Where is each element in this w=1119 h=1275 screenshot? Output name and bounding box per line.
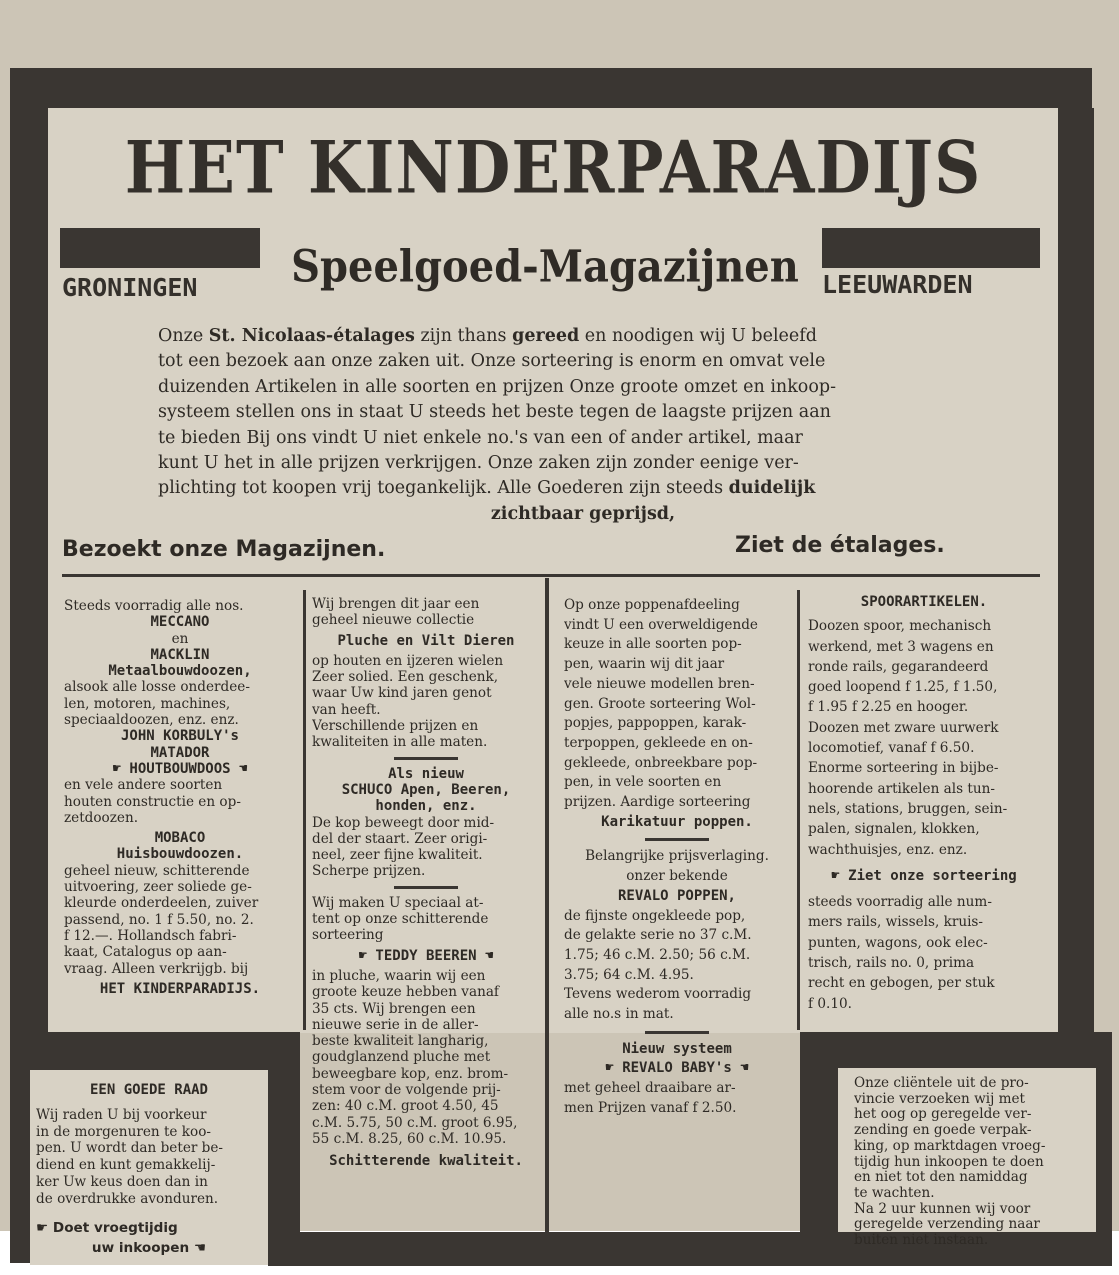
- col-line: tent op onze schitterende: [312, 911, 489, 928]
- col-line: tijdig hun inkoopen te doen: [854, 1154, 1044, 1170]
- ad-subtitle: Speelgoed-Magazijnen: [291, 240, 799, 293]
- col-line: werkend, met 3 wagens en: [808, 638, 994, 655]
- col-line: nels, stations, bruggen, sein-: [808, 800, 1008, 817]
- col-line: len, motoren, machines,: [64, 695, 231, 712]
- ad-frame-left: [10, 68, 48, 1078]
- provincial-clients-box: [854, 1076, 1090, 1249]
- col-line: zetdoozen.: [64, 809, 139, 826]
- col-line: vraag. Alleen verkrijgb. bij: [64, 960, 249, 977]
- column-plush-animals: [312, 596, 540, 1170]
- col-line: goed loopend f 1.25, f 1.50,: [808, 679, 998, 696]
- col-line: kwaliteiten in alle maten.: [312, 734, 488, 751]
- bottom-right-divider: [800, 1068, 838, 1232]
- col-heading: ☛ Ziet onze sorteering: [831, 867, 1017, 884]
- col-line: beweegbare kop, enz. brom-: [312, 1065, 509, 1082]
- bottom-left-divider: [268, 1070, 300, 1266]
- intro-line: systeem stellen ons in staat U steeds het beste tegen de laagste prijzen aan: [158, 402, 831, 423]
- col-line: geregelde verzending naar: [854, 1217, 1040, 1233]
- col-line: houten constructie en op-: [64, 793, 241, 810]
- col-line: de fijnste ongekleede pop,: [564, 907, 746, 924]
- col-line: neel, zeer fijne kwaliteit.: [312, 847, 483, 864]
- col-line: gekleede, onbreekbare pop-: [564, 754, 758, 771]
- col-line: alsook alle losse onderdee-: [64, 679, 250, 696]
- col-heading: Pluche en Vilt Dieren: [337, 632, 515, 649]
- divider: [394, 886, 458, 889]
- col-line: en niet tot den namiddag: [854, 1170, 1028, 1186]
- col-line: Wij raden U bij voorkeur: [36, 1106, 207, 1123]
- intro-line: tot een bezoek aan onze zaken uit. Onze sorteering is enorm en omvat vele: [158, 351, 826, 372]
- col-line: mers rails, wissels, kruis-: [808, 914, 983, 931]
- slogan-visit: Bezoekt onze Magazijnen.: [62, 537, 386, 562]
- col-line: Op onze poppenafdeeling: [564, 597, 740, 613]
- col-line: uitvoering, zeer soliede ge-: [64, 879, 252, 896]
- col-line: popjes, pappoppen, karak-: [564, 715, 747, 732]
- col-heading: SPOORARTIKELEN.: [860, 594, 988, 610]
- col-heading: EEN GOEDE RAAD: [89, 1082, 208, 1098]
- col-line: nieuwe serie in de aller-: [312, 1016, 479, 1033]
- col-line: Doozen spoor, mechanisch: [808, 618, 992, 635]
- header-bar-right: [822, 228, 1040, 268]
- intro-line: Onze St. Nicolaas-étalages zijn thans gereed en noodigen wij U beleefd: [158, 326, 817, 346]
- ad-frame-top: [10, 68, 1092, 108]
- col-line: punten, wagons, ook elec-: [808, 934, 988, 951]
- col-line: Zeer solied. Een geschenk,: [312, 669, 499, 686]
- col-line: geheel nieuw, schitterende: [64, 862, 250, 879]
- col-heading: uw inkoopen ☚: [91, 1240, 207, 1257]
- ad-frame-right: [1058, 108, 1094, 1038]
- col-line: Steeds voorradig alle nos.: [64, 598, 244, 614]
- col-line: f 0.10.: [808, 995, 852, 1012]
- column-construction-toys: [64, 598, 296, 997]
- col-line: pen, waarin wij dit jaar: [564, 656, 725, 673]
- column-rule: [797, 590, 800, 1030]
- col-heading: ☛ Doet vroegtijdig: [36, 1219, 178, 1236]
- col-line: vindt U een overweldigende: [564, 616, 758, 633]
- col-heading: MOBACO: [154, 830, 206, 847]
- col-line: palen, signalen, klokken,: [808, 821, 980, 838]
- col-line: Belangrijke prijsverlaging.: [585, 848, 769, 865]
- col-heading: Als nieuw: [388, 765, 464, 782]
- col-line: Tevens wederom voorradig: [564, 986, 752, 1003]
- col-line: Doozen met zware uurwerk: [808, 719, 999, 736]
- col-line: sorteering: [312, 927, 384, 944]
- divider: [394, 757, 458, 760]
- col-line: 3.75; 64 c.M. 4.95.: [564, 966, 694, 983]
- col-line: zending en goede verpak-: [854, 1123, 1032, 1139]
- intro-text: [158, 324, 948, 527]
- intro-line: plichting tot koopen vrij toegankelijk. Alle Goederen zijn steeds duidelijk: [158, 478, 816, 499]
- intro-line: duizenden Artikelen in alle soorten en prijzen Onze groote omzet en inkoop-: [158, 376, 836, 397]
- col-heading: HET KINDERPARADIJS.: [99, 980, 261, 997]
- col-line: goudglanzend pluche met: [312, 1049, 491, 1066]
- col-line: geheel nieuwe collectie: [312, 612, 475, 629]
- col-heading: ☛ REVALO BABY's ☚: [605, 1060, 749, 1077]
- col-line: terpoppen, gekleede en on-: [564, 734, 753, 751]
- col-line: Onze cliëntele uit de pro-: [854, 1076, 1029, 1091]
- col-line: 55 c.M. 8.25, 60 c.M. 10.95.: [312, 1130, 507, 1147]
- col-line: vincie verzoeken wij met: [854, 1091, 1025, 1107]
- col-heading: Huisbouwdoozen.: [116, 846, 244, 863]
- col-line: kaat, Catalogus op aan-: [64, 944, 227, 961]
- col-line: in pluche, waarin wij een: [312, 967, 486, 984]
- section-rule: [62, 574, 1040, 577]
- intro-line: kunt U het in alle prijzen verkrijgen. Onze zaken zijn zonder eenige ver-: [158, 453, 799, 474]
- col-line: trisch, rails no. 0, prima: [808, 955, 975, 972]
- col-line: Wij maken U speciaal at-: [312, 894, 484, 911]
- col-line: c.M. 5.75, 50 c.M. groot 6.95,: [312, 1114, 518, 1131]
- col-line: in de morgenuren te koo-: [36, 1123, 211, 1140]
- col-line: zen: 40 c.M. groot 4.50, 45: [312, 1098, 499, 1115]
- col-line: het oog op geregelde ver-: [854, 1107, 1032, 1123]
- col-line: hoorende artikelen als tun-: [808, 780, 995, 797]
- intro-line: te bieden Bij ons vindt U niet enkele no.'s van een of ander artikel, maar: [158, 427, 803, 448]
- col-line: ker Uw keus doen dan in: [36, 1173, 208, 1190]
- col-line: Wij brengen dit jaar een: [312, 596, 480, 612]
- lower-frame-left-side: [10, 1068, 30, 1263]
- col-line: stem voor de volgende prij-: [312, 1082, 501, 1099]
- col-heading: MATADOR: [150, 744, 210, 761]
- col-line: op houten en ijzeren wielen: [312, 652, 504, 669]
- col-line: Enorme sorteering in bijbe-: [808, 760, 999, 777]
- column-dolls: [564, 596, 790, 1119]
- col-line: en: [171, 630, 189, 647]
- col-line: ronde rails, gegarandeerd: [808, 658, 989, 675]
- col-line: pen. U wordt dan beter be-: [36, 1140, 224, 1157]
- col-line: Na 2 uur kunnen wij voor: [854, 1201, 1031, 1217]
- col-line: diend en kunt gemakkelij-: [36, 1157, 216, 1174]
- col-line: en vele andere soorten: [64, 777, 223, 794]
- col-line: passend, no. 1 f 5.50, no. 2.: [64, 911, 254, 928]
- col-line: Scherpe prijzen.: [312, 863, 426, 880]
- col-line: vele nieuwe modellen bren-: [564, 675, 755, 692]
- col-heading: ☛ TEDDY BEEREN ☚: [358, 947, 494, 964]
- col-line: kleurde onderdeelen, zuiver: [64, 895, 259, 912]
- col-line: De kop beweegt door mid-: [312, 814, 495, 831]
- col-line: 1.75; 46 c.M. 2.50; 56 c.M.: [564, 946, 751, 963]
- col-line: groote keuze hebben vanaf: [312, 984, 499, 1001]
- col-heading: JOHN KORBULY's: [120, 728, 239, 745]
- col-heading: Metaalbouwdoozen,: [108, 663, 252, 680]
- col-line: king, op marktdagen vroeg-: [854, 1138, 1046, 1154]
- col-line: alle no.s in mat.: [564, 1006, 674, 1023]
- col-line: de overdrukke avonduren.: [36, 1190, 219, 1207]
- col-line: f 1.95 f 2.25 en hooger.: [808, 699, 969, 716]
- col-line: del der staart. Zeer origi-: [312, 830, 488, 847]
- col-heading: MACKLIN: [150, 646, 210, 663]
- col-line: onzer bekende: [626, 868, 728, 885]
- divider: [645, 838, 709, 841]
- col-line: locomotief, vanaf f 6.50.: [808, 740, 975, 757]
- lower-frame-right: [800, 1032, 1096, 1068]
- col-line: gen. Groote sorteering Wol-: [564, 695, 756, 712]
- col-line: speciaaldoozen, enz. enz.: [64, 712, 239, 729]
- col-heading: Karikatuur poppen.: [601, 813, 753, 830]
- divider: [645, 1031, 709, 1034]
- col-line: de gelakte serie no 37 c.M.: [564, 927, 752, 944]
- header-bar-left: [60, 228, 260, 268]
- col-line: pen, in vele soorten en: [564, 774, 722, 791]
- ad-title: HET KINDERPARADIJS: [124, 126, 982, 211]
- col-heading: MECCANO: [150, 614, 210, 631]
- col-line: buiten niet instaan.: [854, 1233, 989, 1249]
- col-line: waar Uw kind jaren genot: [312, 685, 492, 702]
- column-trains: [808, 592, 1040, 1014]
- intro-line: zichtbaar geprijsd,: [490, 503, 676, 524]
- col-line: men Prijzen vanaf f 2.50.: [564, 1099, 737, 1116]
- col-line: te wachten.: [854, 1185, 935, 1201]
- col-line: van heeft.: [312, 701, 381, 718]
- col-line: Verschillende prijzen en: [312, 718, 479, 735]
- lower-frame-left: [10, 1032, 300, 1070]
- lower-frame-right-side: [1096, 1032, 1112, 1266]
- col-heading: Schitterende kwaliteit.: [329, 1153, 523, 1170]
- good-advice-box: [36, 1082, 262, 1257]
- slogan-windows: Ziet de étalages.: [735, 533, 945, 558]
- col-line: keuze in alle soorten pop-: [564, 636, 742, 653]
- column-rule: [303, 590, 306, 1030]
- col-heading: REVALO POPPEN,: [617, 887, 736, 904]
- col-line: f 12.—. Hollandsch fabri-: [64, 927, 237, 944]
- city-groningen: GRONINGEN: [62, 273, 198, 302]
- col-heading: Nieuw systeem: [622, 1040, 732, 1057]
- col-line: beste kwaliteit langharig,: [312, 1033, 489, 1050]
- col-line: wachthuisjes, enz. enz.: [808, 841, 968, 858]
- col-heading: SCHUCO Apen, Beeren,: [341, 781, 511, 798]
- col-line: recht en gebogen, per stuk: [808, 975, 995, 992]
- city-leeuwarden: LEEUWARDEN: [822, 270, 973, 299]
- col-heading: honden, enz.: [375, 798, 477, 815]
- col-heading: ☛ HOUTBOUWDOOS ☚: [112, 760, 248, 777]
- col-line: met geheel draaibare ar-: [564, 1080, 736, 1097]
- column-rule: [545, 578, 549, 1238]
- col-line: 35 cts. Wij brengen een: [312, 1000, 476, 1017]
- col-line: prijzen. Aardige sorteering: [564, 794, 751, 811]
- col-line: steeds voorradig alle num-: [808, 894, 992, 911]
